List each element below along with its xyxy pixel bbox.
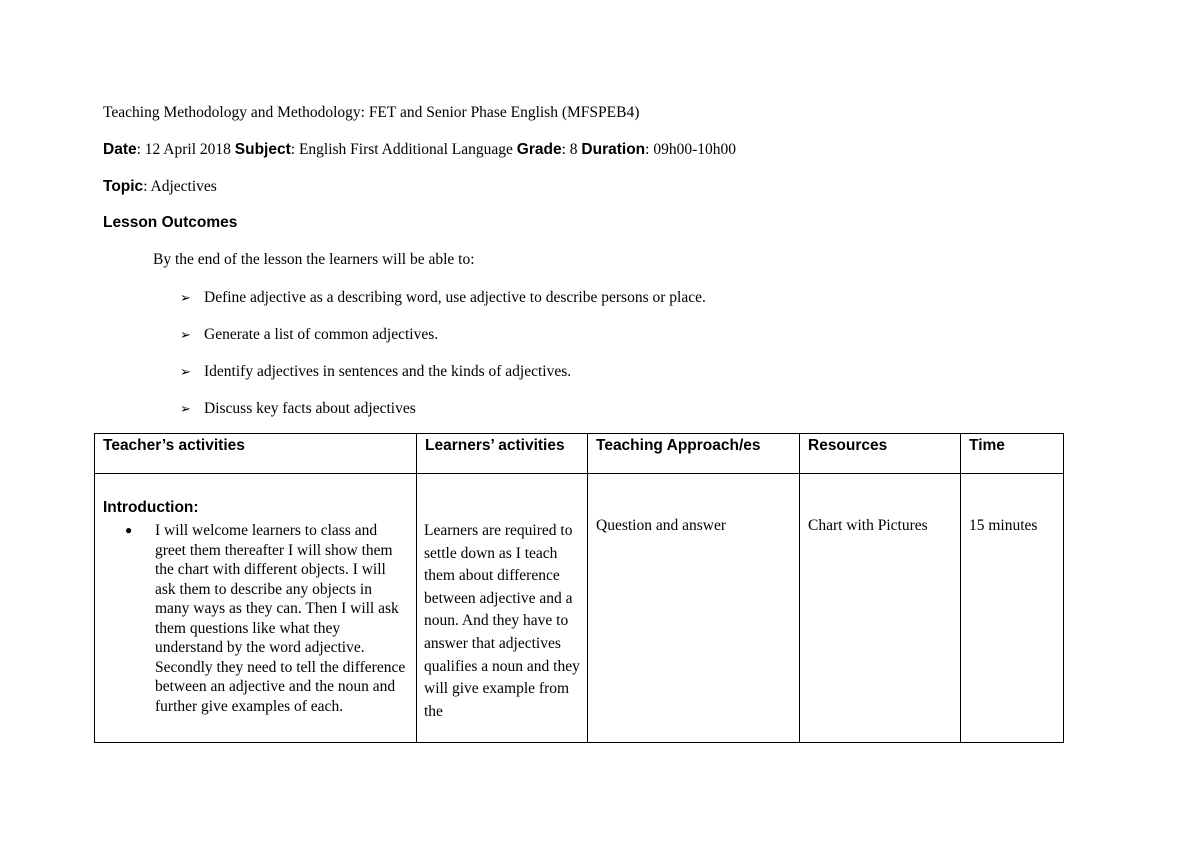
outcomes-heading: Lesson Outcomes (103, 214, 238, 231)
arrow-bullet-icon: ➢ (180, 290, 191, 305)
list-item (123, 521, 408, 716)
date-label: Date (103, 141, 137, 158)
header-teaching-approach: Teaching Approach/es (588, 434, 800, 474)
outcomes-intro: By the end of the lesson the learners will be able to: (153, 251, 475, 268)
outcome-text: Define adjective as a describing word, use adjective to describe persons or place. (204, 289, 706, 306)
topic-value: : Adjectives (143, 178, 217, 195)
header-time: Time (961, 434, 1064, 474)
teacher-activities-cell (95, 474, 417, 743)
outcome-text: Discuss key facts about adjectives (204, 400, 416, 417)
grade-value: : 8 (561, 141, 582, 158)
topic-line (103, 177, 217, 197)
table-row (95, 474, 1064, 743)
teacher-activity-text: I will welcome learners to class and greet them thereafter I will show them the chart with different objects. I will ask them to describe any objects in many ways as they can. Then I will ask them questions like what they understand by the word adjective. Secondly they need to tell the difference between an adjective and the noun and further give examples of each. (155, 522, 406, 715)
learners-activity-text: Learners are required to settle down as I teach them about difference between adjective and a noun. And they have to answer that adjectives qualifies a noun and they will give example from the (424, 522, 580, 720)
outcome-text: Generate a list of common adjectives. (204, 326, 439, 343)
arrow-bullet-icon: ➢ (180, 327, 191, 342)
resources-cell (800, 474, 961, 743)
header-resources: Resources (800, 434, 961, 474)
outcome-item (180, 325, 438, 345)
arrow-bullet-icon: ➢ (180, 364, 191, 379)
lesson-plan-table (94, 433, 1064, 743)
bullet-dot-icon: ● (125, 523, 133, 537)
resources-text: Chart with Pictures (808, 517, 928, 534)
teaching-approach-text: Question and answer (596, 517, 726, 534)
grade-label: Grade (516, 141, 562, 158)
teaching-approach-cell (588, 474, 800, 743)
header-teacher-activities: Teacher’s activities (95, 434, 417, 474)
outcome-item (180, 288, 706, 308)
date-value: : 12 April 2018 (136, 141, 235, 158)
outcome-item (180, 362, 571, 382)
duration-label: Duration (581, 141, 646, 158)
subject-label: Subject (234, 141, 291, 158)
time-text: 15 minutes (969, 517, 1038, 534)
arrow-bullet-icon: ➢ (180, 401, 191, 416)
introduction-title: Introduction: (103, 499, 199, 516)
time-cell (961, 474, 1064, 743)
topic-label: Topic (103, 178, 144, 195)
outcome-text: Identify adjectives in sentences and the kinds of adjectives. (204, 363, 572, 380)
duration-value: : 09h00-10h00 (645, 141, 736, 158)
document-title: Teaching Methodology and Methodology: FET and Senior Phase English (MFSPEB4) (103, 104, 640, 121)
table-header-row (95, 434, 1064, 474)
lesson-meta (103, 140, 736, 160)
learners-activities-cell (417, 474, 588, 743)
outcome-item (180, 399, 416, 419)
teacher-bullet-list (123, 521, 408, 716)
header-learners-activities: Learners’ activities (417, 434, 588, 474)
subject-value: : English First Additional Language (290, 141, 517, 158)
